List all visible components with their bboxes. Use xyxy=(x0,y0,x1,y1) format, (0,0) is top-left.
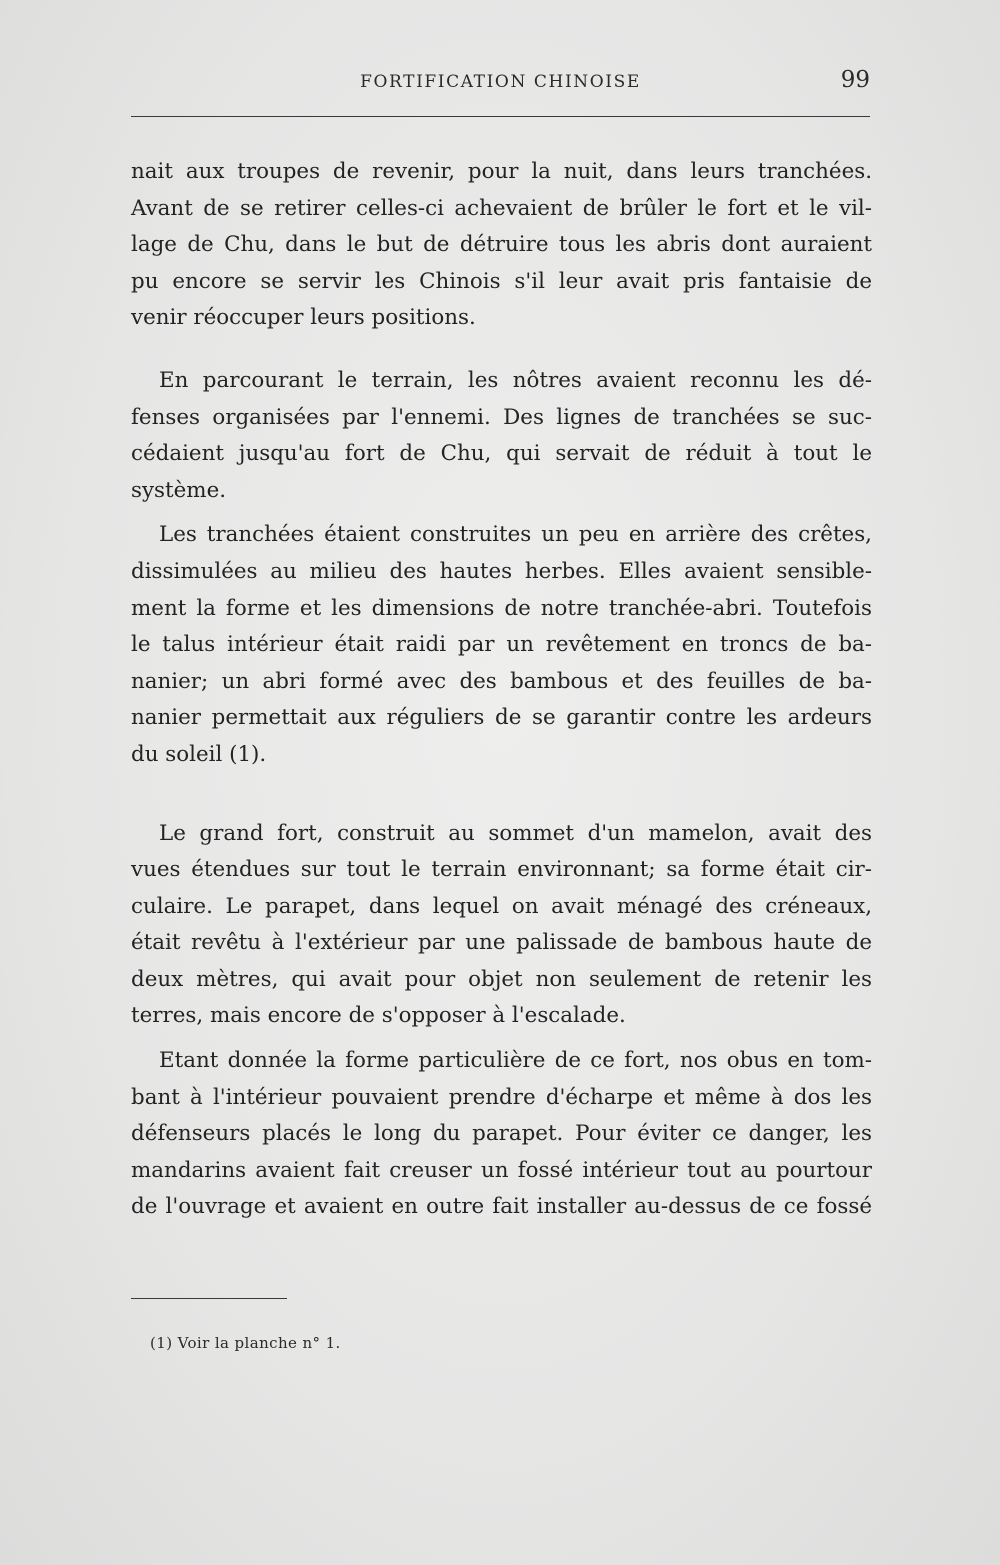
text-line: nanier permettait aux réguliers de se garantir contre les ardeurs xyxy=(131,705,872,731)
footnote-rule xyxy=(131,1298,287,1299)
text-line: de l'ouvrage et avaient en outre fait installer au-dessus de ce fossé xyxy=(131,1194,872,1220)
paragraph xyxy=(131,1043,872,1226)
paragraph-gap xyxy=(131,1035,872,1043)
text-line: terres, mais encore de s'opposer à l'escalade. xyxy=(131,1003,626,1029)
text-line: était revêtu à l'extérieur par une palissade de bambous haute de xyxy=(131,930,872,956)
text-line: Avant de se retirer celles-ci achevaient de brûler le fort et le vil- xyxy=(131,195,872,221)
text-line: En parcourant le terrain, les nôtres avaient reconnu les dé- xyxy=(159,367,872,393)
paragraph xyxy=(131,816,872,1036)
text-line: nait aux troupes de revenir, pour la nuit, dans leurs tranchées. xyxy=(131,159,872,184)
text-line: cédaient jusqu'au fort de Chu, qui servait de réduit à tout le xyxy=(131,441,872,467)
text-line: pu encore se servir les Chinois s'il leur avait pris fantaisie de xyxy=(131,268,872,294)
paragraph-gap xyxy=(131,337,872,363)
text-line: Les tranchées étaient construites un peu en arrière des crêtes, xyxy=(159,522,872,548)
running-head xyxy=(131,67,870,100)
text-line: bant à l'intérieur pouvaient prendre d'écharpe et même à dos les xyxy=(131,1084,872,1110)
text-line: nanier; un abri formé avec des bambous et des feuilles de ba- xyxy=(131,668,872,694)
text-line: Le grand fort, construit au sommet d'un mamelon, avait des xyxy=(159,820,872,846)
paragraph xyxy=(131,517,872,773)
paragraph xyxy=(131,154,872,337)
paragraph xyxy=(131,363,872,509)
text-line: du soleil (1). xyxy=(131,741,267,767)
header-rule xyxy=(131,116,870,117)
running-head-title: FORTIFICATION CHINOISE xyxy=(360,72,641,92)
text-line: deux mètres, qui avait pour objet non seulement de retenir les xyxy=(131,966,872,992)
text-line: culaire. Le parapet, dans lequel on avait ménagé des créneaux, xyxy=(131,893,872,919)
paragraph-gap xyxy=(131,774,872,816)
paragraph-gap xyxy=(131,509,872,517)
footnote: (1) Voir la planche n° 1. xyxy=(150,1334,341,1352)
text-line: Etant donnée la forme particulière de ce fort, nos obus en tom- xyxy=(159,1048,872,1074)
text-line: lage de Chu, dans le but de détruire tous les abris dont auraient xyxy=(131,232,872,258)
text-line: mandarins avaient fait creuser un fossé intérieur tout au pourtour xyxy=(131,1157,872,1183)
page-number: 99 xyxy=(840,67,870,93)
text-line: fenses organisées par l'ennemi. Des lignes de tranchées se suc- xyxy=(131,404,872,430)
text-line: dissimulées au milieu des hautes herbes. Elles avaient sensible- xyxy=(131,558,872,584)
body-text xyxy=(131,154,872,1226)
text-line: venir réoccuper leurs positions. xyxy=(131,305,476,331)
text-line: le talus intérieur était raidi par un revêtement en troncs de ba- xyxy=(131,632,872,658)
text-line: ment la forme et les dimensions de notre tranchée-abri. Toutefois xyxy=(131,595,872,621)
text-line: vues étendues sur tout le terrain environnant; sa forme était cir- xyxy=(131,857,872,883)
text-line: défenseurs placés le long du parapet. Pour éviter ce danger, les xyxy=(131,1121,872,1147)
text-line: système. xyxy=(131,477,227,503)
